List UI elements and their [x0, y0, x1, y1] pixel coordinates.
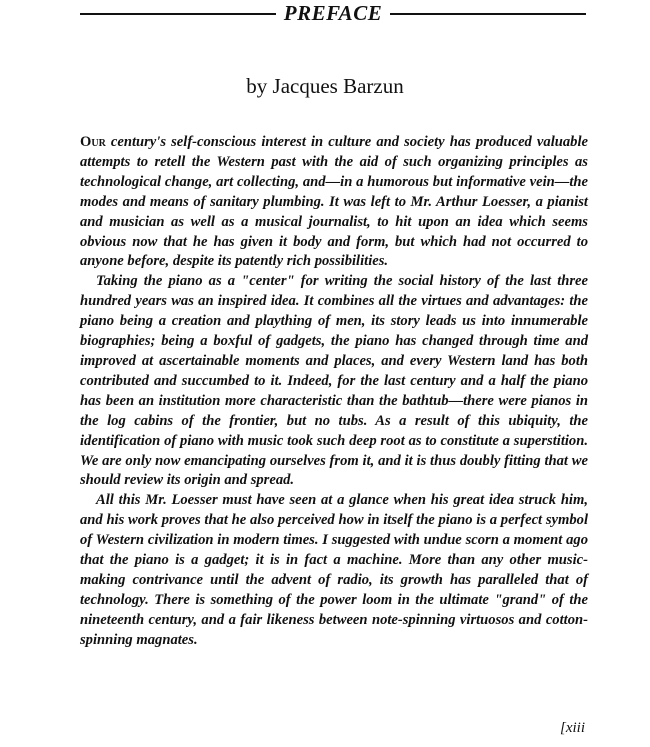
paragraph-1 [80, 133, 588, 272]
running-header [80, 0, 586, 26]
page-number: [xiii [560, 720, 585, 736]
page-title: PREFACE [283, 1, 383, 25]
header-rule-right [390, 13, 586, 15]
preface-body [80, 133, 588, 651]
paragraph-2: Taking the piano as a "center" for writing the social history of the last three hundred years was an inspired idea. It combines all the virtues and advantages: the piano being a creation and plaything of men, its story leads us into innumerable biographies; being a boxful of gadgets, the piano has changed through time and improved at ascertainable moments and places, and every Western land has both contributed and succumbed to it. Indeed, for the last century and a half the piano has been an institution more characteristic than the bathtub—there were pianos in the log cabins of the frontier, but no tubs. As a result of this ubiquity, the identification of piano with music took such deep root as to constitute a superstition. We are only now emancipating ourselves from it, and it is thus doubly fitting that we should review its origin and spread. [80, 273, 588, 489]
paragraph-1-text: century's self-conscious interest in culture and society has produced valuable attempts to retell the Western past with the aid of such organizing principles as technological change, art collecting, and—in a humorous but informative vein—the modes and means of sanitary plumbing. It was left to Mr. Arthur Loesser, a pianist and musician as well as a musical journalist, to hit upon an idea which seems obvious now that he has given it body and form, but which had not occurred to anyone before, despite its patently rich possibilities. [80, 134, 588, 270]
byline: by Jacques Barzun [246, 74, 404, 98]
paragraph-3: All this Mr. Loesser must have seen at a glance when his great idea struck him, and his work proves that he also perceived how in itself the piano is a perfect symbol of Western civilization in modern times. I suggested with undue scorn a moment ago that the piano is a gadget; it is in fact a machine. More than any other music-making contrivance until the advent of radio, its growth has paralleled that of technology. There is something of the power loom in the ultimate "grand" of the nineteenth century, and a fair likeness between note-spinning virtuosos and cotton-spinning magnates. [80, 492, 588, 648]
paragraph-1-lead-in: Our [80, 134, 106, 150]
